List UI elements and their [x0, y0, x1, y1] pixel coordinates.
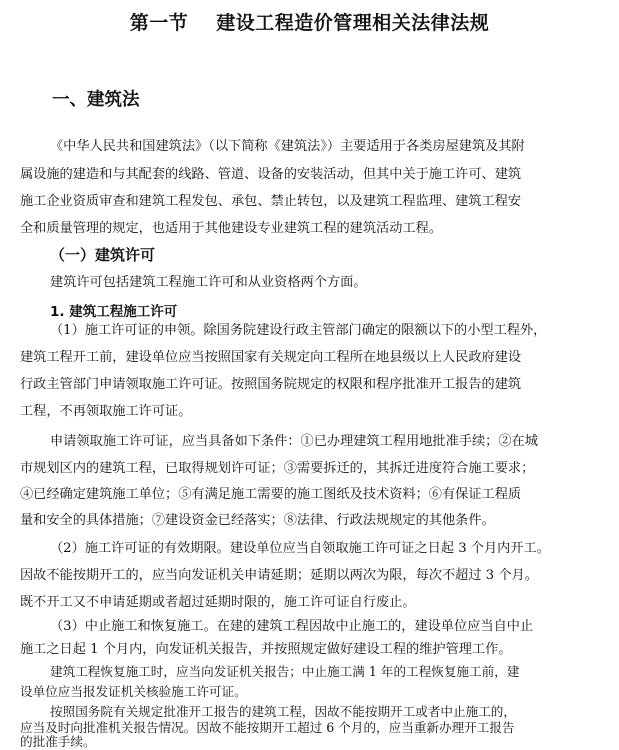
heading-construction-permit: （一）建筑许可: [50, 246, 156, 264]
body-line: 建筑工程恢复施工时，应当向发证机关报告；中止施工满 1 年的工程恢复施工前，建: [50, 664, 520, 679]
body-line: 因故不能按期开工的，应当向发证机关申请延期；延期以两次为限，每次不超过 3 个月。: [20, 568, 538, 583]
body-line: 设单位应当报发证机关核验施工许可证。: [20, 684, 247, 699]
heading-construction-law: 一、建筑法: [52, 90, 140, 110]
heading-construction-permit-subsection: 1. 建筑工程施工许可: [50, 304, 178, 320]
body-line: 建筑工程开工前，建设单位应当按照国家有关规定向工程所在地县级以上人民政府建设: [20, 350, 522, 365]
body-line: 施工之日起 1 个月内，向发证机关报告，并按照规定做好建设工程的维护管理工作。: [20, 642, 512, 657]
body-line: 应当及时向批准机关报告情况。因故不能按期开工超过 6 个月的，应当重新办理开工报告: [20, 720, 515, 735]
section-number: 第一节: [129, 12, 189, 34]
section-title: [0, 8, 619, 35]
body-line: 按照国务院有关规定批准开工报告的建筑工程，因故不能按期开工或者中止施工的，: [50, 704, 516, 719]
body-line: （2）施工许可证的有效期限。建设单位应当自领取施工许可证之日起 3 个月内开工。: [50, 541, 550, 556]
body-line: （3）中止施工和恢复施工。在建的建筑工程因故中止施工的，建设单位应当自中止: [50, 619, 534, 634]
body-line: 行政主管部门申请领取施工许可证。按照国务院规定的权限和程序批准开工报告的建筑: [20, 377, 522, 392]
body-line: ④已经确定建筑施工单位；⑤有满足施工需要的施工图纸及技术资料；⑥有保证工程质: [20, 487, 522, 502]
intro-line: 《中华人民共和国建筑法》（以下简称《建筑法》）主要适用于各类房屋建筑及其附: [50, 139, 525, 154]
body-line: 市规划区内的建筑工程，已取得规划许可证；③需要拆迁的，其拆迁进度符合施工要求；: [20, 461, 535, 476]
section-heading: 建设工程造价管理相关法律法规: [216, 12, 490, 34]
intro-line: 全和质量管理的规定，也适用于其他建设专业建筑工程的建筑活动工程。: [20, 221, 442, 236]
permit-intro-line: 建筑许可包括建筑工程施工许可和从业资格两个方面。: [50, 275, 367, 290]
body-line: 申请领取施工许可证，应当具备如下条件：①已办理建筑工程用地批准手续；②在城: [50, 434, 538, 449]
body-line: 量和安全的具体措施；⑦建设资金已经落实；⑧法律、行政法规规定的其他条件。: [20, 513, 495, 528]
body-line: （1）施工许可证的申领。除国务院建设行政主管部门确定的限额以下的小型工程外，: [50, 323, 547, 338]
body-line: 的批准手续。: [20, 734, 96, 749]
intro-line: 施工企业资质审查和建筑工程发包、承包、禁止转包，以及建筑工程监理、建筑工程安: [20, 194, 522, 209]
body-line: 既不开工又不申请延期或者超过延期时限的，施工许可证自行废止。: [20, 595, 416, 610]
body-line: 工程，不再领取施工许可证。: [20, 404, 192, 419]
intro-line: 属设施的建造和与其配套的线路、管道、设备的安装活动，但其中关于施工许可、建筑: [20, 167, 522, 182]
